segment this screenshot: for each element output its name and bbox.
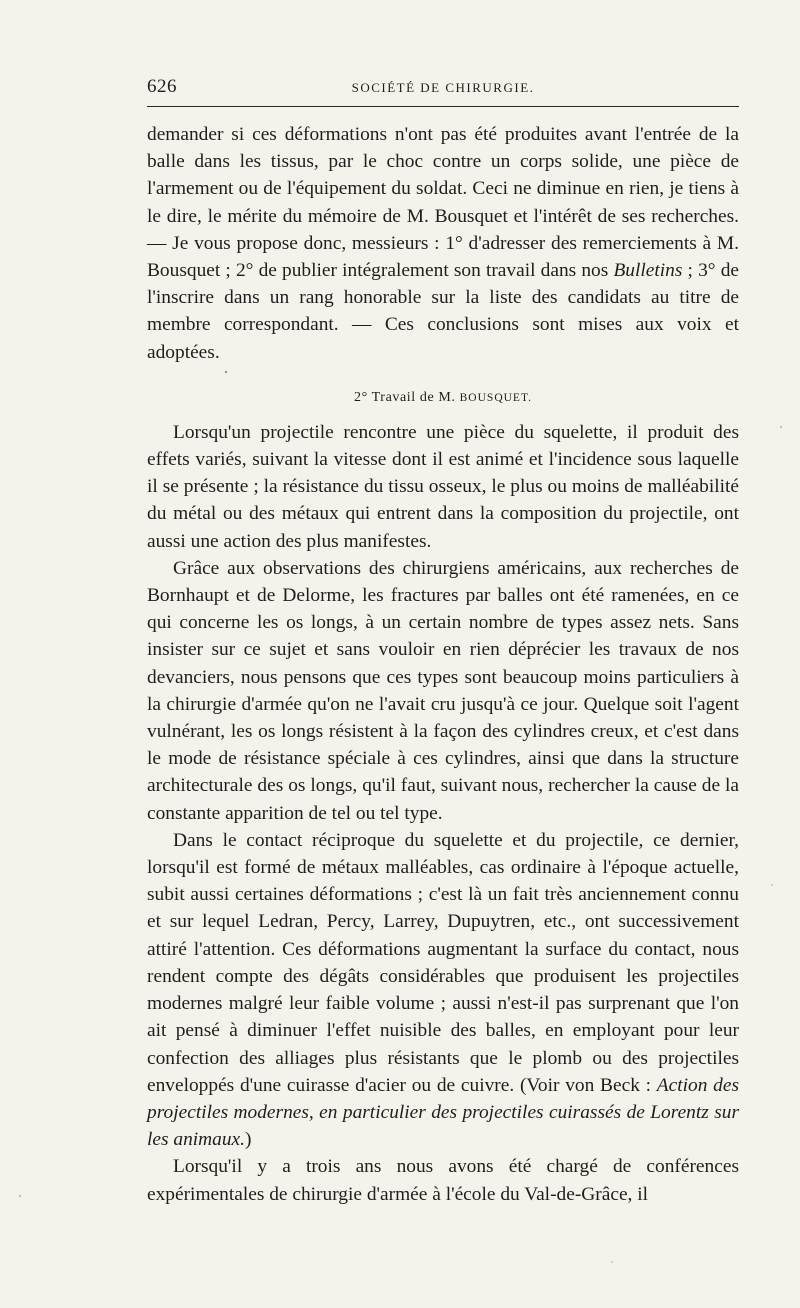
bulletins-title: Bulletins [613, 260, 683, 282]
paragraph-text: ) [245, 1129, 252, 1151]
paragraph: Lorsqu'un projectile rencontre une pièce du squelette, il produit des effets variés, suivant la vitesse dont il est animé et l'incidence sous laquelle il se présente ; la résistance du tissu osseux, le plus ou moins de malléabilité du métal ou des métaux qui entrent dans la composition du projectile, ont aussi une action des plus manifestes. [147, 421, 739, 552]
header-rule [147, 106, 739, 107]
page-number: 626 [147, 76, 177, 97]
paragraph-text: demander si ces déformations n'ont pas été produites avant l'entrée de la balle dans les tissus, par le choc contre un corps solide, une pièce de l'armement ou de l'équipement du soldat. Ceci ne diminue en rien, je tiens à le dire, le mérite du mémoire de M. Bousquet et l'intérêt de ses recherches. — Je vous propose donc, messieurs : 1° d'adresser des remerciements à M. Bousquet ; 2° de publier intégralement son travail dans nos [147, 124, 739, 282]
paragraph-text: Dans le contact réciproque du squelette et du projectile, ce dernier, lorsqu'il est formé de métaux malléables, cas ordinaire à l'époque actuelle, subit aussi certaines déformations ; c'est là un fait très anciennement connu et sur lequel Ledran, Percy, Larrey, Dupuytren, etc., ont successivement attiré l'attention. Ces déformations augmentant la surface du contact, nous rendent compte des dégâts considérables que produisent les projectiles modernes malgré leur faible volume ; aussi n'est-il pas surprenant que l'on ait pensé à diminuer l'effet nuisible des balles, en employant pour leur confection des alliages plus résistants que le plomb ou des projectiles enveloppés d'une cuirasse d'acier ou de cuivre. (Voir von Beck : [147, 829, 739, 1096]
section-heading-prefix: 2° Travail de M. [354, 389, 460, 405]
paragraph: Grâce aux observations des chirurgiens américains, aux recherches de Bornhaupt et de Delorme, les fractures par balles ont été ramenées, en ce qui concerne les os longs, à un certain nombre de types assez nets. Sans insister sur ce sujet et sans vouloir en rien déprécier les travaux de nos devanciers, nous pensons que ces types sont beaucoup moins particuliers à la chirurgie d'armée qu'on ne l'avait cru jusqu'à ce jour. Quelque soit l'agent vulnérant, les os longs résistent à la façon des cylindres creux, et c'est dans le mode de résistance spéciale à ces cylindres, ainsi que dans la structure architecturale des os longs, qu'il faut, suivant nous, rechercher la cause de la constante apparition de tel ou tel type. [147, 557, 739, 824]
paragraph: Lorsqu'il y a trois ans nous avons été chargé de conférences expérimentales de chirurgie d'armée à l'école du Val-de-Grâce, il [147, 1156, 739, 1205]
body-text [147, 121, 739, 1208]
section-heading [147, 388, 739, 408]
paragraph [147, 827, 739, 1153]
cited-work-title: Action des projectiles modernes, en particulier des projectiles cuirassés de Lorentz sur les animaux. [147, 1074, 739, 1151]
section-heading-author: BOUSQUET. [459, 391, 532, 404]
paragraph-text: ; 3° de l'inscrire dans un rang honorable sur la liste des candidats au titre de membre correspondant. — Ces conclusions sont mises aux voix et adoptées. [147, 260, 740, 363]
running-head [147, 76, 739, 100]
paragraph-continued [147, 121, 739, 366]
running-title: SOCIÉTÉ DE CHIRURGIE. [351, 80, 535, 95]
